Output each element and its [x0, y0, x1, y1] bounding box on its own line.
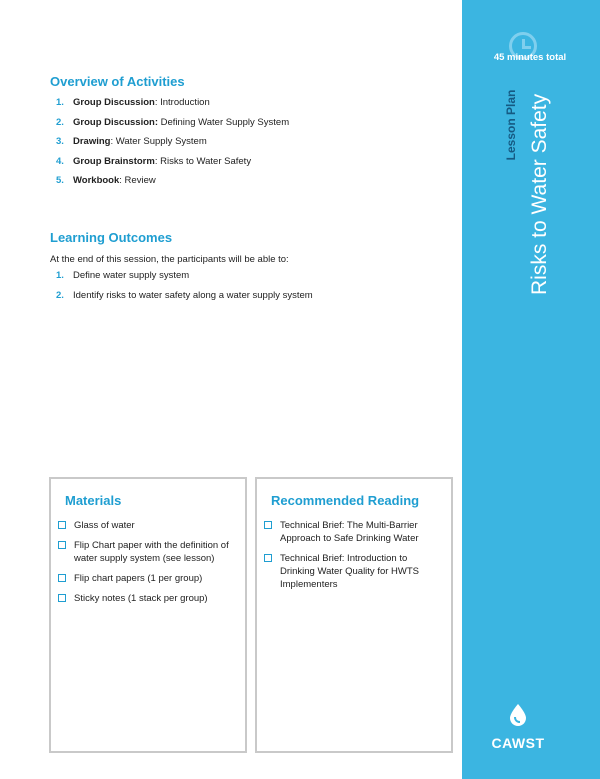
checkbox-icon	[58, 594, 66, 602]
list-item	[257, 519, 437, 545]
item-number: 2.	[56, 116, 64, 128]
checkbox-icon	[264, 554, 272, 562]
item-text: : Water Supply System	[110, 136, 207, 147]
materials-box	[49, 477, 247, 753]
item-text: Identify risks to water safety along a water supply system	[73, 289, 313, 301]
checkbox-icon	[264, 521, 272, 529]
item-bold: Workbook	[73, 175, 120, 186]
list-item	[257, 552, 437, 591]
list-item	[50, 175, 289, 195]
item-text: Technical Brief: Introduction to Drinking Water Quality for HWTS Implementers	[280, 553, 420, 590]
outcomes-list	[50, 270, 313, 309]
item-number: 1.	[56, 97, 64, 108]
item-text: : Review	[119, 175, 156, 186]
list-item	[51, 519, 237, 532]
list-item	[50, 136, 289, 156]
item-number: 1.	[56, 270, 64, 281]
logo-text: CAWST	[491, 735, 545, 751]
item-text: : Introduction	[154, 97, 210, 108]
list-item	[50, 156, 289, 176]
item-text: Sticky notes (1 stack per group)	[74, 593, 208, 604]
reading-box	[255, 477, 453, 753]
item-text: Defining Water Supply System	[157, 116, 290, 128]
list-item	[50, 97, 289, 117]
item-text: Technical Brief: The Multi-Barrier Approach to Safe Drinking Water	[280, 520, 419, 544]
outcomes-heading: Learning Outcomes	[50, 230, 173, 245]
item-number: 3.	[56, 136, 64, 147]
duration-label: 45 minutes total	[493, 52, 567, 63]
checkbox-icon	[58, 541, 66, 549]
list-item	[50, 117, 289, 137]
list-item	[51, 539, 237, 565]
item-bold: Drawing	[73, 136, 111, 147]
item-text: Flip chart papers (1 per group)	[74, 573, 203, 584]
outcomes-intro: At the end of this session, the participants will be able to:	[50, 254, 289, 265]
lesson-title: Risks to Water Safety	[528, 93, 551, 295]
materials-heading: Materials	[65, 493, 122, 508]
cawst-logo	[486, 704, 550, 751]
overview-heading: Overview of Activities	[50, 74, 185, 89]
list-item	[50, 290, 313, 310]
item-bold: Group Discussion:	[73, 116, 158, 128]
item-text: Glass of water	[74, 520, 135, 531]
item-text: Define water supply system	[73, 270, 190, 281]
item-text: : Risks to Water Safety	[154, 155, 252, 167]
overview-list	[50, 97, 289, 195]
item-text: Flip Chart paper with the definition of water supply system (see lesson)	[74, 540, 229, 564]
item-number: 2.	[56, 289, 64, 301]
list-item	[51, 592, 237, 605]
lesson-plan-label: Lesson Plan	[504, 89, 518, 161]
reading-list	[257, 519, 437, 598]
item-bold: Group Brainstorm	[73, 155, 155, 167]
checkbox-icon	[58, 521, 66, 529]
item-number: 4.	[56, 155, 64, 167]
water-drop-icon	[509, 704, 527, 726]
list-item	[50, 270, 313, 290]
reading-heading: Recommended Reading	[271, 493, 420, 508]
item-number: 5.	[56, 175, 64, 186]
materials-list	[51, 519, 237, 612]
list-item	[51, 572, 237, 585]
checkbox-icon	[58, 574, 66, 582]
item-bold: Group Discussion	[73, 97, 155, 108]
